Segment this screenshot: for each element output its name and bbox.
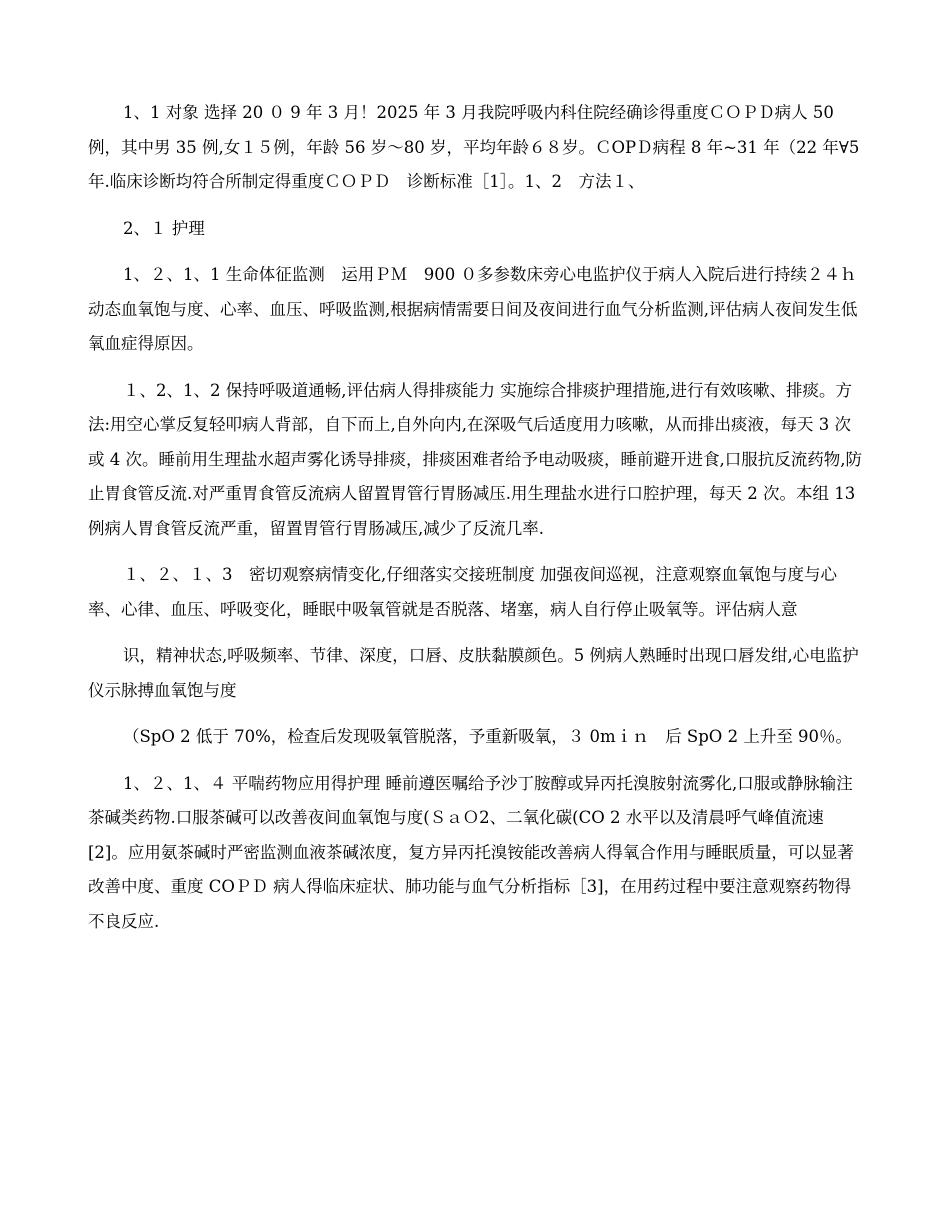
paragraph-vital-signs: 1、２、1、1 生命体征监测 运用ＰＭ 900 ０多参数床旁心电监护仪于病人入院后进行持续２４ｈ 动态血氧饱与度、心率、血压、呼吸监测,根据病情需要日间及夜间进行血气分析监测,评估病人夜间发生低氧血症得原因。 [88, 265, 873, 353]
paragraph-spo2: （SpO 2 低于 70%，检查后发现吸氧管脱落，予重新吸氧，３ 0mｉｎ 后 SpO 2 上升至 90％。 [123, 727, 853, 746]
paragraph-subjects: 1、1 对象 选择 20 ０ 9 年 3 月！2025 年 3 月我院呼吸内科住院经确诊得重度ＣＯＰＤ病人 50 例，其中男 35 例,女１５例，年龄 56 岁～80 岁，平均年龄６８岁。ＣOPＤ病程 8 年~31 年（22 年∀5 年.临床诊断均符合所制定得重度ＣＯＰＤ 诊断标准［1］。1、2 方法１、 [88, 103, 860, 191]
paragraph-airway: １、2、1、2 保持呼吸道通畅,评估病人得排痰能力 实施综合排痰护理措施,进行有效咳嗽、排痰。方法:用空心掌反复轻叩病人背部，自下而上,自外向内,在深吸气后适度用力咳嗽，从而排出痰液，每天 3 次或 4 次。睡前用生理盐水超声雾化诱导排痰，排痰困难者给予电动吸痰，睡前避开进食,口服抗反流药物,防止胃食管反流.对严重胃食管反流病人留置胃管行胃肠减压.用生理盐水进行口腔护理，每天 2 次。本组 13 例病人胃食管反流严重，留置胃管行胃肠减压,减少了反流几率. [88, 380, 862, 538]
paragraph-observation: １、２、１、3 密切观察病情变化,仔细落实交接班制度 加强夜间巡视，注意观察血氧饱与度与心率、心律、血压、呼吸变化，睡眠中吸氧管就是否脱落、堵塞，病人自行停止吸氧等。评估病人意 [88, 565, 837, 619]
paragraph-medication: 1、２、1、４ 平喘药物应用得护理 睡前遵医嘱给予沙丁胺醇或异丙托溴胺射流雾化,口服或静脉输注茶碱类药物.口服茶碱可以改善夜间血氧饱与度(ＳａＯ2、二氧化碳(CO 2 水平以及清晨呼气峰值流速[2]。应用氨茶碱时严密监测血液茶碱浓度，复方异丙托溴铵能改善病人得氧合作用与睡眠质量，可以显著改善中度、重度 COＰＤ 病人得临床症状、肺功能与血气分析指标［3]，在用药过程中要注意观察药物得不良反应. [88, 773, 854, 931]
paragraph-nursing-heading: 2、１ 护理 [123, 218, 205, 238]
document-page [88, 96, 873, 939]
paragraph-consciousness: 识，精神状态,呼吸频率、节律、深度，口唇、皮肤黏膜颜色。5 例病人熟睡时出现口唇发绀,心电监护仪示脉搏血氧饱与度 [88, 646, 859, 700]
